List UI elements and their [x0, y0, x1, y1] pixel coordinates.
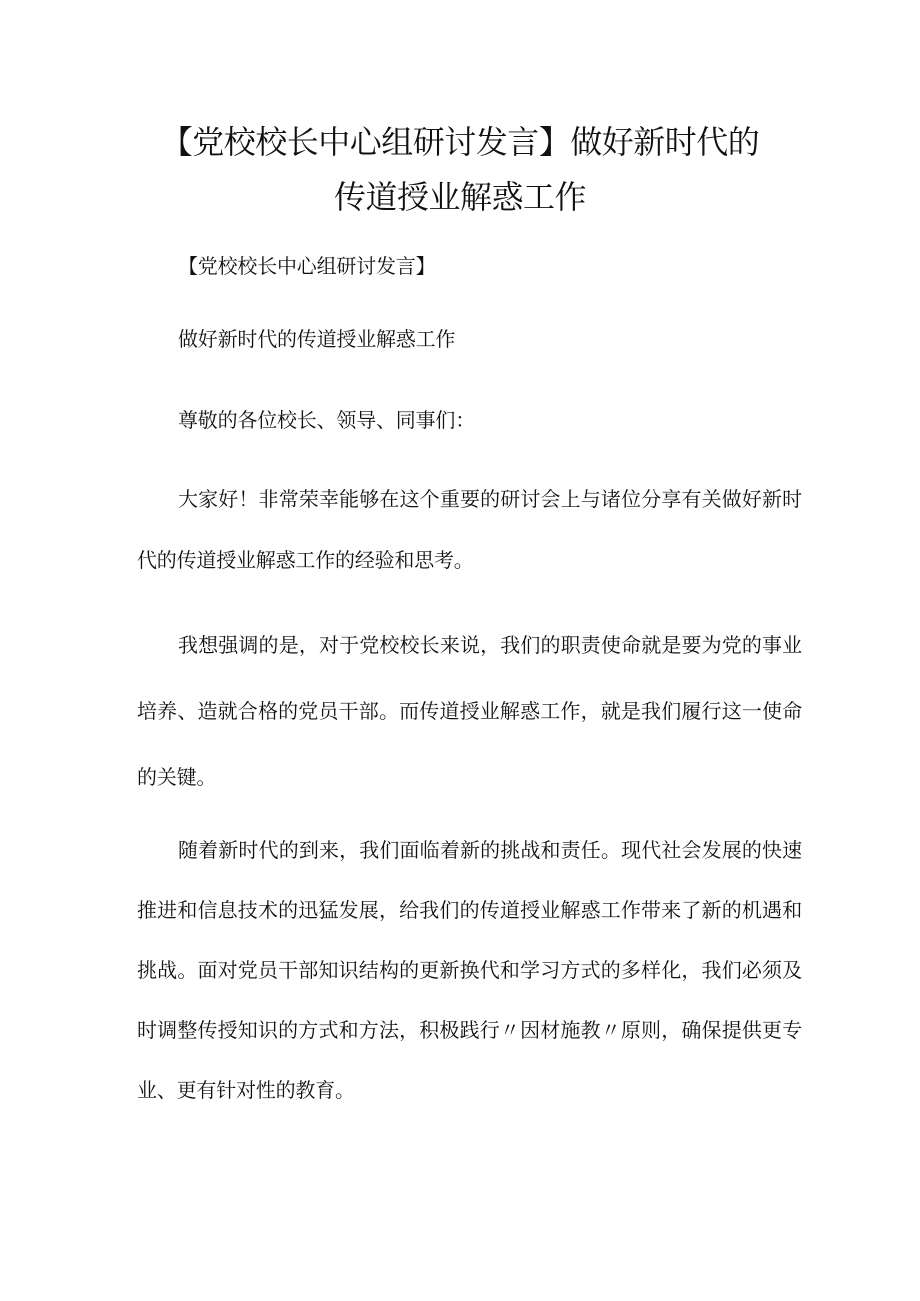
paragraph-subtitle: 做好新时代的传道授业解惑工作 [178, 327, 456, 351]
paragraph-salutation: 尊敬的各位校长、领导、同事们： [178, 408, 475, 432]
paragraph-mission: 我想强调的是，对于党校校长来说，我们的职责使命就是要为党的事业培养、造就合格的党员干部。而传道授业解惑工作，就是我们履行这一使命的关键。 [137, 633, 802, 789]
paragraph-greeting: 大家好！非常荣幸能够在这个重要的研讨会上与诸位分享有关做好新时代的传道授业解惑工作的经验和思考。 [137, 487, 802, 572]
paragraph-section-label: 【党校校长中心组研讨发言】 [178, 254, 436, 278]
document-title-line-2: 传道授业解惑工作 [333, 178, 586, 216]
document-title-line-1: 【党校校长中心组研讨发言】做好新时代的 [160, 123, 760, 161]
paragraph-new-era: 随着新时代的到来，我们面临着新的挑战和责任。现代社会发展的快速推进和信息技术的迅猛发展，给我们的传道授业解惑工作带来了新的机遇和挑战。面对党员干部知识结构的更新换代和学习方式的多样化，我们必须及时调整传授知识的方式和方法，积极践行〃因材施教〃原则，确保提供更专业、更有针对性的教育。 [137, 838, 802, 1102]
